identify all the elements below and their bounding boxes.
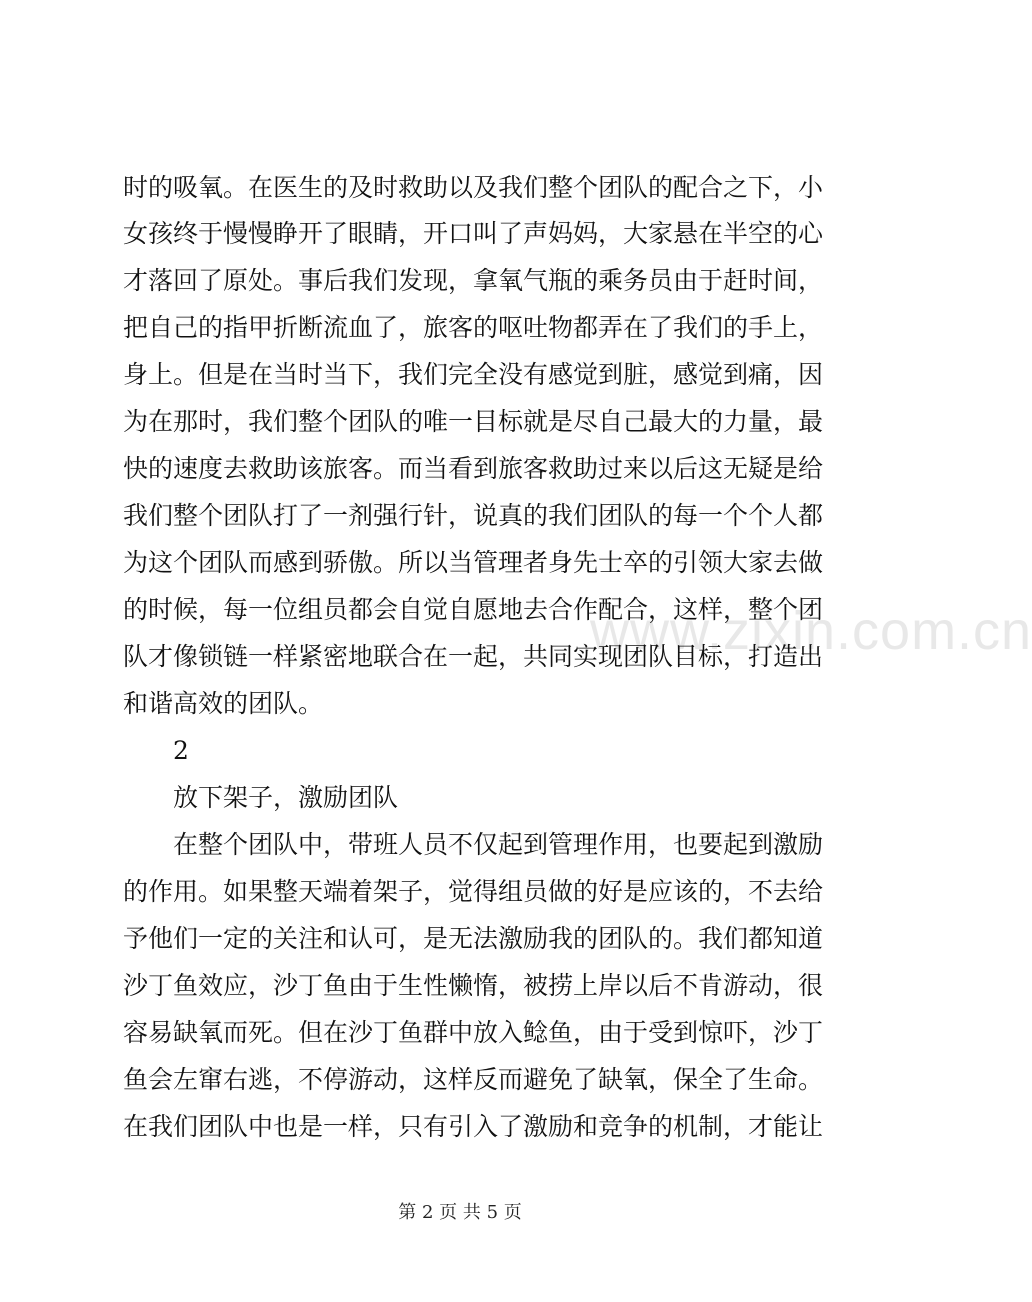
text-line: 才落回了原处。事后我们发现，拿氧气瓶的乘务员由于赶时间， xyxy=(123,266,824,295)
text-line: 身上。但是在当时当下，我们完全没有感觉到脏，感觉到痛，因 xyxy=(123,360,824,389)
text-line: 的作用。如果整天端着架子，觉得组员做的好是应该的，不去给 xyxy=(123,877,824,906)
text-line: 在整个团队中，带班人员不仅起到管理作用，也要起到激励 xyxy=(173,830,824,859)
text-line: 女孩终于慢慢睁开了眼睛，开口叫了声妈妈，大家悬在半空的心 xyxy=(123,219,824,248)
text-line: 予他们一定的关注和认可，是无法激励我的团队的。我们都知道 xyxy=(123,924,824,953)
text-line: 我们整个团队打了一剂强行针，说真的我们团队的每一个个人都 xyxy=(123,501,824,530)
text-line: 在我们团队中也是一样，只有引入了激励和竞争的机制，才能让 xyxy=(123,1112,824,1141)
section-number: 2 xyxy=(173,736,189,765)
text-line: 鱼会左窜右逃，不停游动，这样反而避免了缺氧，保全了生命。 xyxy=(123,1065,824,1094)
text-line: 和谐高效的团队。 xyxy=(123,689,324,718)
page-footer: 第 2 页 共 5 页 xyxy=(398,1202,522,1223)
text-line: 沙丁鱼效应，沙丁鱼由于生性懒惰，被捞上岸以后不肯游动，很 xyxy=(123,971,824,1000)
text-line: 为在那时，我们整个团队的唯一目标就是尽自己最大的力量，最 xyxy=(123,407,824,436)
text-line: 时的吸氧。在医生的及时救助以及我们整个团队的配合之下，小 xyxy=(123,173,824,202)
text-line: 的时候，每一位组员都会自觉自愿地去合作配合，这样，整个团 xyxy=(123,595,824,624)
watermark: www.zixin.com.cn xyxy=(590,601,1032,661)
text-line: 容易缺氧而死。但在沙丁鱼群中放入鲶鱼，由于受到惊吓，沙丁 xyxy=(123,1018,824,1047)
text-line: 快的速度去救助该旅客。而当看到旅客救助过来以后这无疑是给 xyxy=(123,454,824,483)
text-line: 把自己的指甲折断流血了，旅客的呕吐物都弄在了我们的手上， xyxy=(123,313,824,342)
section-heading: 放下架子，激励团队 xyxy=(173,783,399,812)
text-line: 为这个团队而感到骄傲。所以当管理者身先士卒的引领大家去做 xyxy=(123,548,824,577)
text-line: 队才像锁链一样紧密地联合在一起，共同实现团队目标，打造出 xyxy=(123,642,824,671)
